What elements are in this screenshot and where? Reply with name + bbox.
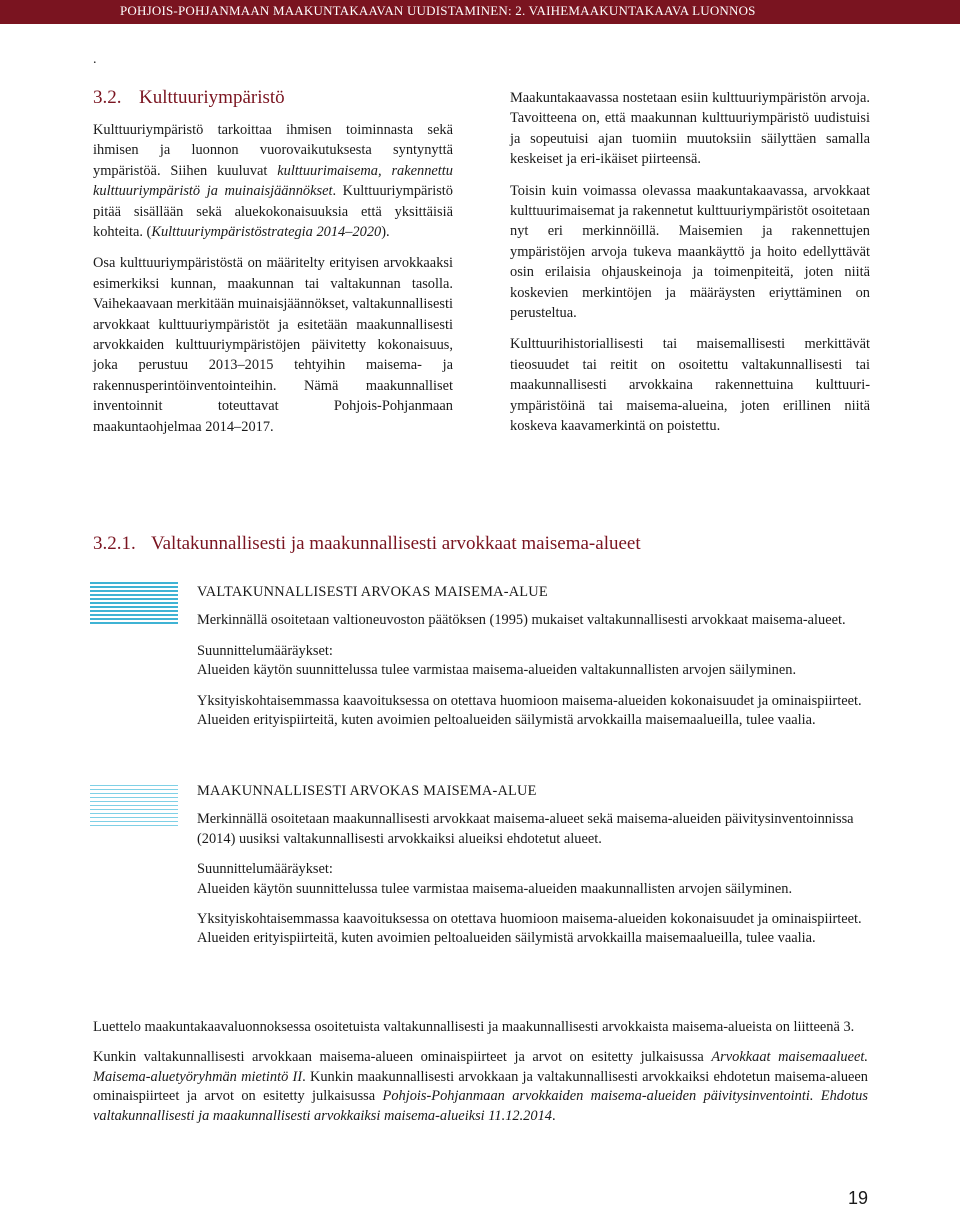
left-column (93, 120, 453, 448)
right-paragraph-1: Maakuntakaavassa nostetaan esiin kulttuuriympäristön arvoja. Tavoitteena on, että maakunnan kulttuuriympäristö uudistuisi ja sopeutuisi ajan tuomiin muutoksiin säilyttäen samalla keskeiset ja eri-ikäiset piirteensä. (510, 90, 870, 168)
left-p1-italic-terms: kulttuurimaisema, rakennettu kulttuuriympäristö ja muinaisjäännökset (93, 162, 453, 200)
left-paragraph-1: Kulttuuriympäristö tarkoittaa ihmisen toiminnasta sekä ihmisen ja luonnon vuorovaikutuksesta syntynyttä ympäristöä. Siihen kuuluvat kulttuurimaisema, rakennettu kulttuuriympäristö ja muinaisjäännökset. Kulttuuriympäristö pitää sisällään sekä aluekokonaisuuksia että yksittäisiä kohteita. (Kulttuuriympäristöstrategia 2014–2020). (93, 122, 453, 241)
legend-item-national (197, 583, 865, 730)
left-paragraph-2: Osa kulttuuriympäristöstä on määritelty erityisen arvokkaaksi esimerkiksi kunnan, maakunnan tai valtakunnan tasolla. Vaihekaavaan merkitään muinaisjäännökset, valtakunnallisesti arvokkaat kulttuuriympäristöt ja esitetään maakunnallisesti arvokkaiden kulttuuriympäristöjen päivitetty kokonaisuus, joka perustuu 2013–2015 tehtyihin maisema- ja rakennusperintöinventointeihin. Nämä maakunnalliset inventoinnit toteuttavat Pohjois-Pohjanmaan maakuntaohjelmaa 2014–2017. (93, 255, 453, 435)
publication-2: Pohjois-Pohjanmaan arvokkaiden maisema-alueiden päivitysinventointi. Ehdotus valtakunnallisesti ja maakunnallisesti arvokkaiksi maisema-alueiksi 11.12.2014 (93, 1088, 868, 1124)
subsection-heading (93, 533, 641, 555)
subsection-title: Valtakunnallisesti ja maakunnallisesti arvokkaat maisema-alueet (151, 533, 641, 554)
strategy-reference: Kulttuuriympäristöstrategia 2014–2020 (151, 224, 382, 241)
right-paragraph-3: Kulttuurihistoriallisesti tai maisemallisesti merkittävät tieosuudet tai reitit on osoitettu valtakunnallisesti tai maakunnallisesti arvokkaina rakennettuina kulttuuriympäristöinä tai maisema-alueina, joten erillinen niitä koskeva kaavamerkintä on poistettu. (510, 336, 870, 435)
bottom-paragraph-1: Luettelo maakuntakaavaluonnoksessa osoitetuista valtakunnallisesti ja maakunnallisesti arvokkaista maisema-alueista on liitteenä 3. (93, 1019, 855, 1035)
legend-item-regional (197, 782, 865, 949)
regulation-1: Alueiden käytön suunnittelussa tulee varmistaa maisema-alueiden maakunnallisten arvojen säilyminen. (197, 880, 793, 897)
national-landscape-swatch (90, 582, 178, 624)
bottom-paragraph-2: Kunkin valtakunnallisesti arvokkaan maisema-alueen ominaispiirteet ja arvot on esitetty julkaisussa Arvokkaat maisemaalueet. Maisema-aluetyöryhmän mietintö II. Kunkin maakunnallisesti arvokkaan ja valtakunnallisesti arvokkaiksi ehdotetun maisema-alueen ominaispiirteet ja arvot on esitetty julkaisussa Pohjois-Pohjanmaan arvokkaiden maisema-alueiden päivitysinventointi. Ehdotus valtakunnallisesti ja maakunnallisesti arvokkaiksi maisema-alueiksi 11.12.2014. (93, 1049, 868, 1124)
section-title: Kulttuuriympäristö (139, 87, 285, 108)
section-heading (93, 87, 285, 109)
section-number: 3.2. (93, 87, 122, 108)
page-header (0, 0, 960, 24)
regulation-1: Alueiden käytön suunnittelussa tulee varmistaa maisema-alueiden valtakunnallisten arvojen säilyminen. (197, 662, 797, 679)
regulations-label: Suunnittelumääräykset: (197, 861, 333, 878)
bottom-text (93, 1018, 868, 1137)
regulation-2: Yksityiskohtaisemmassa kaavoituksessa on otettava huomioon maisema-alueiden kokonaisuudet ja ominaispiirteet. Alueiden erityispiirteitä, kuten avoimien peltoalueiden säilymistä arvokkailla maisemaalueilla, tulee vaalia. (197, 692, 862, 729)
legend-description: Merkinnällä osoitetaan valtioneuvoston päätöksen (1995) mukaiset valtakunnallisesti arvokkaat maisema-alueet. (197, 612, 846, 629)
regulations-label: Suunnittelumääräykset: (197, 642, 333, 659)
regulation-2: Yksityiskohtaisemmassa kaavoituksessa on otettava huomioon maisema-alueiden kokonaisuudet ja ominaispiirteet. Alueiden erityispiirteitä, kuten avoimien peltoalueiden säilymistä arvokkailla maisemaalueilla, tulee vaalia. (197, 911, 862, 947)
subsection-number: 3.2.1. (93, 533, 136, 554)
page-number: 19 (847, 1188, 868, 1208)
stray-marker: . (93, 52, 97, 67)
legend-title: MAAKUNNALLISESTI ARVOKAS MAISEMA-ALUE (197, 783, 537, 799)
legend-description: Merkinnällä osoitetaan maakunnallisesti arvokkaat maisema-alueet sekä maisema-alueiden päivitysinventoinnissa (2014) uusiksi valtakunnallisesti arvokkaiksi alueiksi ehdotetut alueet. (197, 811, 854, 847)
right-column (510, 88, 870, 448)
right-paragraph-2: Toisin kuin voimassa olevassa maakuntakaavassa, arvokkaat kulttuurimaisemat ja rakennetut kulttuuriympäristöt osoitetaan nyt eri merkinnöillä. Maisemien ja rakennettujen ympäristöjen arvoja tukeva maankäyttö ja hoito edellyttävät osin erilaisia ohjauskeinoja ja toimenpiteitä, joten niitä koskevien merkintöjen ja määräysten eriyttäminen on perusteltua. (510, 182, 870, 322)
regional-landscape-swatch (90, 785, 178, 827)
legend-title: VALTAKUNNALLISESTI ARVOKAS MAISEMA-ALUE (197, 584, 548, 600)
header-title: POHJOIS-POHJANMAAN MAAKUNTAKAAVAN UUDISTAMINEN: 2. VAIHEMAAKUNTAKAAVA LUONNOS (120, 3, 756, 18)
publication-1: Arvokkaat maisemaalueet. Maisema-aluetyöryhmän mietintö II (93, 1049, 868, 1085)
